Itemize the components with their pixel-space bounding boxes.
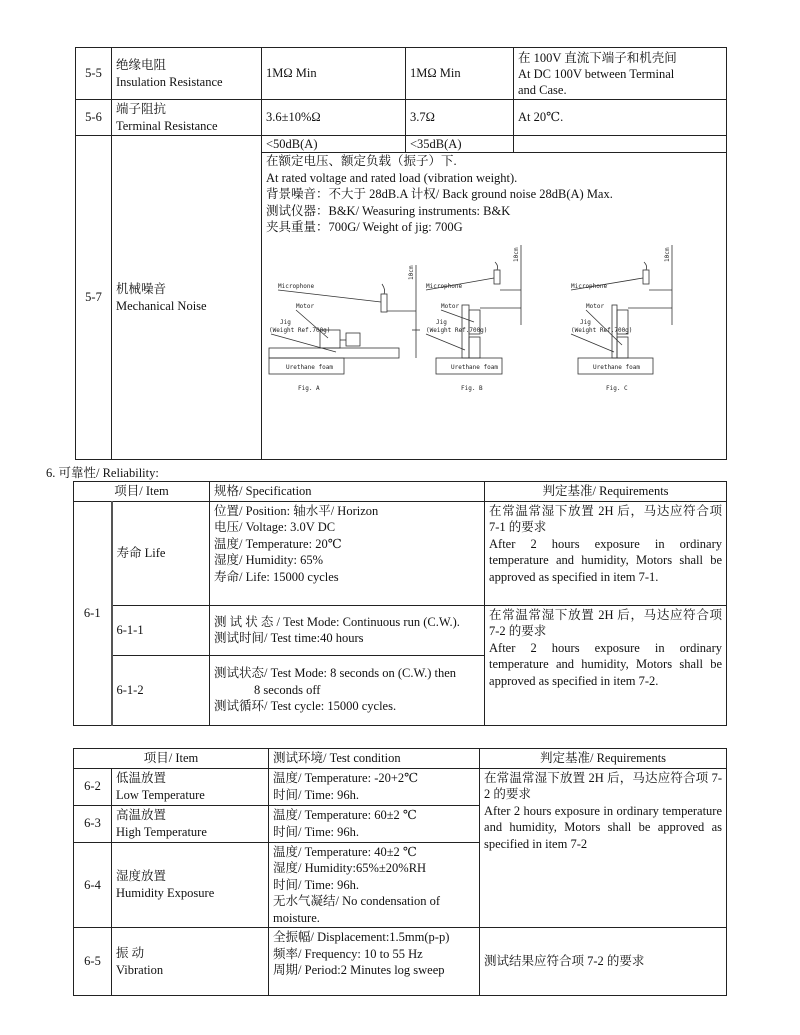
- label-jig-weight-a: (Weight Ref.700g): [269, 326, 331, 334]
- empty-cell: [514, 136, 727, 153]
- motor-weight-a: [346, 333, 360, 346]
- condition: 在 100V 直流下端子和机壳间 At DC 100V between Terminal and Case.: [514, 48, 727, 100]
- item-id: 6-4: [74, 842, 112, 928]
- condition: 温度/ Temperature: -20+2℃ 时间/ Time: 96h.: [269, 768, 480, 805]
- header-item: 项目/ Item: [74, 749, 269, 769]
- label-fig-a: Fig. A: [298, 384, 320, 392]
- header-spec: 规格/ Specification: [210, 482, 485, 502]
- label-jig-weight-b: (Weight Ref.700g): [426, 326, 488, 334]
- item-name: 高温放置 High Temperature: [112, 805, 269, 842]
- section6-title: 6. 可靠性/ Reliability:: [46, 466, 159, 480]
- label-distance-c: 10cm: [664, 247, 671, 262]
- row-5-7: [76, 136, 727, 153]
- label-distance-b: 10cm: [513, 247, 520, 262]
- item-id: 5-7: [76, 136, 112, 460]
- microphone-b: [494, 270, 500, 284]
- spec-value: 1MΩ Min: [262, 48, 406, 100]
- label-fig-b: Fig. B: [461, 384, 483, 392]
- row-life: [74, 501, 727, 605]
- section5-table: [75, 47, 727, 460]
- header-item: 项目/ Item: [74, 482, 210, 502]
- row-6-5: [74, 928, 727, 996]
- life-label: 寿命 Life: [112, 501, 210, 605]
- item-name: 振 动 Vibration: [112, 928, 269, 996]
- condition: 温度/ Temperature: 40±2 ℃ 湿度/ Humidity:65%±20%RH 时间/ Time: 96h. 无水气凝结/ No condensation of moisture.: [269, 842, 480, 928]
- label-microphone-a: Microphone: [278, 282, 315, 290]
- fig-a-diagram: [269, 265, 420, 374]
- label-motor-a: Motor: [296, 302, 315, 310]
- item-name: 机械噪音 Mechanical Noise: [112, 136, 262, 460]
- header-req: 判定基准/ Requirements: [480, 749, 727, 769]
- env-header: [74, 749, 727, 769]
- noise-notes: 在额定电压、额定负载（振子）下. At rated voltage and rated load (vibration weight). 背景噪音：不大于 28dB.A 计权/ Back ground noise 28dB(A) Max. 测试仪器：B&K/ Weasuring instruments: B&K 夹具重量：700G/ Weight of jig: 700G Microphone Motor Jig (Weight Ref.700g) Urethane foam Fig. A 10cm Microphone Motor Jig (Weight Ref.700g) Urethane foam Fig. B 10cm Microphone Motor Jig (Weight Ref.700g) Urethane foam Fig. C 10cm: [262, 153, 727, 460]
- label-distance-a: 10cm: [408, 265, 415, 280]
- item-name: 端子阻抗 Terminal Resistance: [112, 100, 262, 136]
- row-6-2: [74, 768, 727, 805]
- label-jig-weight-c: (Weight Ref.700g): [571, 326, 633, 334]
- req-shared: 在常温常湿下放置 2H 后，马达应符合项 7-2 的要求 After 2 hours exposure in ordinary temperature and humidity, Motors shall be approved as specified in item 7-2: [480, 768, 727, 928]
- label-foam-c: Urethane foam: [593, 363, 640, 371]
- condition: 全振幅/ Displacement:1.5mm(p-p) 频率/ Frequency: 10 to 55 Hz 周期/ Period:2 Minutes log sweep: [269, 928, 480, 996]
- sub-spec: 测 试 状 态 / Test Mode: Continuous run (C.W.). 测试时间/ Test time:40 hours: [210, 605, 485, 655]
- sub-id: 6-1-1: [112, 605, 210, 655]
- reliability-table: [73, 481, 727, 726]
- item-id: 5-5: [76, 48, 112, 100]
- label-microphone-b: Microphone: [426, 282, 463, 290]
- motor-weight-b: [469, 337, 480, 358]
- row-6-1-1: [74, 605, 727, 655]
- row-5-5: [76, 48, 727, 100]
- label-foam-a: Urethane foam: [286, 363, 333, 371]
- noise-test-figure: [266, 240, 721, 440]
- label-motor-b: Motor: [441, 302, 460, 310]
- item-id: 6-5: [74, 928, 112, 996]
- sub-spec: 测试状态/ Test Mode: 8 seconds on (C.W.) then 8 seconds off 测试循环/ Test cycle: 15000 cycles.: [210, 655, 485, 725]
- life-req: 在常温常湿下放置 2H 后，马达应符合项 7-1 的要求 After 2 hours exposure in ordinary temperature and humidity, Motors shall be approved as specified in item 7-1.: [485, 501, 727, 605]
- microphone-c: [643, 270, 649, 284]
- header-req: 判定基准/ Requirements: [485, 482, 727, 502]
- item-id: 6-2: [74, 768, 112, 805]
- actual-value: 1MΩ Min: [406, 48, 514, 100]
- item-name: 湿度放置 Humidity Exposure: [112, 842, 269, 928]
- actual-value: 3.7Ω: [406, 100, 514, 136]
- reliability-header: [74, 482, 727, 502]
- item-id: 5-6: [76, 100, 112, 136]
- label-jig-b: Jig: [436, 318, 447, 326]
- condition: 温度/ Temperature: 60±2 ℃ 时间/ Time: 96h.: [269, 805, 480, 842]
- label-fig-c: Fig. C: [606, 384, 628, 392]
- item-name: 低温放置 Low Temperature: [112, 768, 269, 805]
- actual-value: <35dB(A): [406, 136, 514, 153]
- req-vibration: 测试结果应符合项 7-2 的要求: [480, 928, 727, 996]
- row-5-6: [76, 100, 727, 136]
- motor-weight-c: [617, 337, 628, 358]
- life-spec: 位置/ Position: 轴水平/ Horizon 电压/ Voltage: 3.0V DC 温度/ Temperature: 20℃ 湿度/ Humidity: 65% 寿命/ Life: 15000 cycles: [210, 501, 485, 605]
- item-id: 6-3: [74, 805, 112, 842]
- condition: At 20℃.: [514, 100, 727, 136]
- environment-table: [73, 748, 727, 996]
- label-jig-c: Jig: [580, 318, 591, 326]
- group-id: 6-1: [74, 501, 112, 725]
- label-jig-a: Jig: [280, 318, 291, 326]
- label-microphone-c: Microphone: [571, 282, 608, 290]
- spec-value: 3.6±10%Ω: [262, 100, 406, 136]
- label-foam-b: Urethane foam: [451, 363, 498, 371]
- sub-id: 6-1-2: [112, 655, 210, 725]
- header-cond: 测试环境/ Test condition: [269, 749, 480, 769]
- jig-a: [269, 348, 399, 358]
- label-motor-c: Motor: [586, 302, 605, 310]
- microphone-a: [381, 294, 387, 312]
- req-7-2: 在常温常湿下放置 2H 后，马达应符合项 7-2 的要求 After 2 hours exposure in ordinary temperature and humidity, Motors shall be approved as specified in item 7-2.: [485, 605, 727, 725]
- spec-value: <50dB(A): [262, 136, 406, 153]
- item-name: 绝缘电阻 Insulation Resistance: [112, 48, 262, 100]
